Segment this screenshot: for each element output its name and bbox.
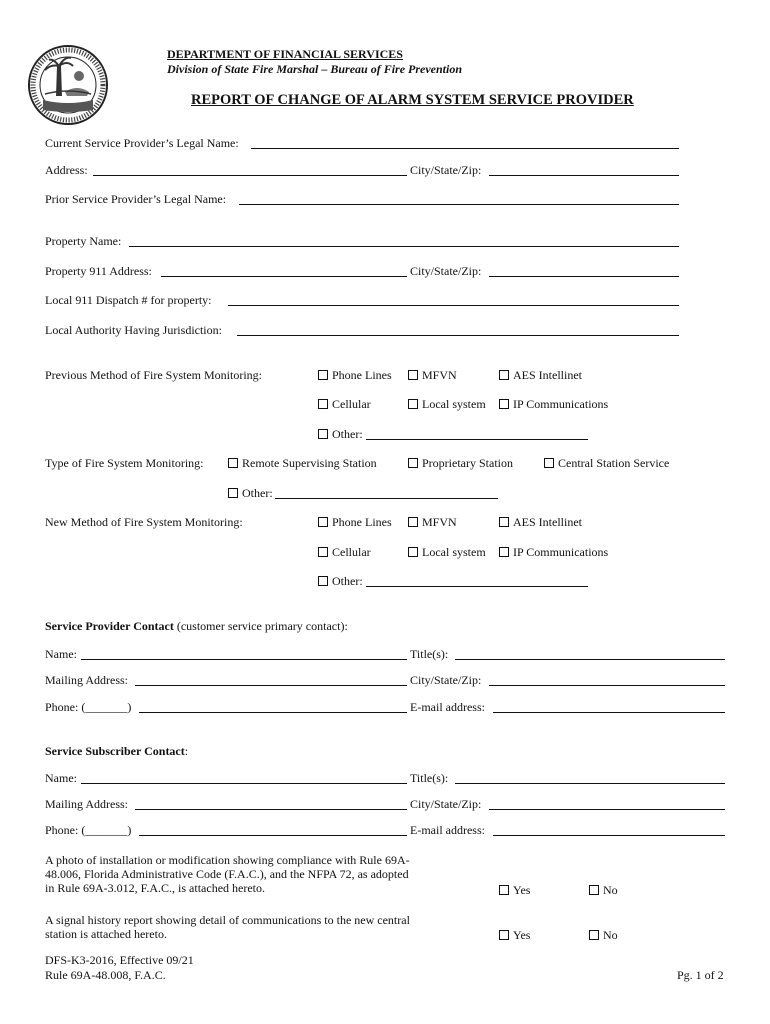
city-state-zip-label: City/State/Zip: (410, 163, 482, 177)
local-911-label: Local 911 Dispatch # for property: (45, 293, 212, 307)
property-911-input[interactable] (161, 276, 407, 277)
photo-no-checkbox[interactable]: No (589, 883, 618, 897)
checkbox-icon (589, 930, 599, 940)
provider-name-label: Name: (45, 647, 77, 661)
subscriber-phone-label: Phone: (_______) (45, 823, 132, 837)
department-name: DEPARTMENT OF FINANCIAL SERVICES (167, 47, 403, 61)
checkbox-icon (499, 930, 509, 940)
form-id: DFS-K3-2016, Effective 09/21 (45, 953, 194, 967)
checkbox-icon (408, 370, 418, 380)
prev-cellular-checkbox[interactable]: Cellular (318, 397, 371, 411)
subscriber-mailing-label: Mailing Address: (45, 797, 128, 811)
photo-yes-checkbox[interactable]: Yes (499, 883, 530, 897)
subscriber-email-input[interactable] (493, 835, 725, 836)
type-other-checkbox[interactable]: Other: (228, 486, 273, 500)
subscriber-city-input[interactable] (489, 809, 725, 810)
new-method-label: New Method of Fire System Monitoring: (45, 515, 243, 529)
checkbox-icon (228, 458, 238, 468)
checkbox-icon (408, 458, 418, 468)
provider-phone-input[interactable] (139, 712, 407, 713)
photo-statement: A photo of installation or modification showing compliance with Rule 69A-48.006, Florida Administrative Code (F.A.C.), and the NFPA 72, as adopted in Rule 69A-3.012, F.A.C., is attached hereto. (45, 853, 410, 895)
subscriber-name-label: Name: (45, 771, 77, 785)
checkbox-icon (318, 429, 328, 439)
prev-aes-checkbox[interactable]: AES Intellinet (499, 368, 582, 382)
checkbox-icon (228, 488, 238, 498)
form-title: REPORT OF CHANGE OF ALARM SYSTEM SERVICE PROVIDER (191, 92, 634, 108)
city-state-zip-input[interactable] (489, 175, 679, 176)
provider-phone-label: Phone: (_______) (45, 700, 132, 714)
checkbox-icon (499, 370, 509, 380)
checkbox-icon (499, 399, 509, 409)
provider-titles-input[interactable] (455, 659, 725, 660)
subscriber-phone-input[interactable] (139, 835, 407, 836)
type-proprietary-checkbox[interactable]: Proprietary Station (408, 456, 513, 470)
prev-ip-checkbox[interactable]: IP Communications (499, 397, 608, 411)
checkbox-icon (589, 885, 599, 895)
checkbox-icon (408, 517, 418, 527)
prev-mfvn-checkbox[interactable]: MFVN (408, 368, 457, 382)
new-mfvn-checkbox[interactable]: MFVN (408, 515, 457, 529)
new-phone-lines-checkbox[interactable]: Phone Lines (318, 515, 392, 529)
provider-contact-heading: Service Provider Contact (customer service primary contact): (45, 619, 348, 633)
provider-city-label: City/State/Zip: (410, 673, 482, 687)
subscriber-titles-input[interactable] (455, 783, 725, 784)
provider-name-input[interactable] (81, 659, 407, 660)
signal-no-checkbox[interactable]: No (589, 928, 618, 942)
address-label: Address: (45, 163, 88, 177)
provider-mailing-label: Mailing Address: (45, 673, 128, 687)
address-input[interactable] (93, 175, 407, 176)
property-name-label: Property Name: (45, 234, 122, 248)
property-city-state-zip-label: City/State/Zip: (410, 264, 482, 278)
property-city-state-zip-input[interactable] (489, 276, 679, 277)
subscriber-mailing-input[interactable] (135, 809, 407, 810)
new-ip-checkbox[interactable]: IP Communications (499, 545, 608, 559)
checkbox-icon (544, 458, 554, 468)
signal-yes-checkbox[interactable]: Yes (499, 928, 530, 942)
provider-mailing-input[interactable] (135, 685, 407, 686)
local-911-input[interactable] (228, 305, 679, 306)
checkbox-icon (318, 399, 328, 409)
signal-statement: A signal history report showing detail of communications to the new central station is attached hereto. (45, 913, 410, 941)
checkbox-icon (318, 370, 328, 380)
authority-label: Local Authority Having Jurisdiction: (45, 323, 222, 337)
prev-local-system-checkbox[interactable]: Local system (408, 397, 486, 411)
subscriber-titles-label: Title(s): (410, 771, 449, 785)
provider-email-input[interactable] (493, 712, 725, 713)
type-remote-checkbox[interactable]: Remote Supervising Station (228, 456, 377, 470)
checkbox-icon (408, 547, 418, 557)
type-monitoring-label: Type of Fire System Monitoring: (45, 456, 204, 470)
new-other-input[interactable] (366, 586, 588, 587)
subscriber-name-input[interactable] (81, 783, 407, 784)
current-provider-input[interactable] (251, 148, 679, 149)
checkbox-icon (318, 547, 328, 557)
prior-provider-input[interactable] (239, 204, 679, 205)
prior-provider-label: Prior Service Provider’s Legal Name: (45, 192, 227, 206)
checkbox-icon (318, 576, 328, 586)
provider-city-input[interactable] (489, 685, 725, 686)
new-other-checkbox[interactable]: Other: (318, 574, 363, 588)
checkbox-icon (318, 517, 328, 527)
division-name: Division of State Fire Marshal – Bureau of Fire Prevention (167, 62, 463, 76)
type-central-checkbox[interactable]: Central Station Service (544, 456, 669, 470)
state-seal-logo (27, 44, 109, 126)
checkbox-icon (408, 399, 418, 409)
new-local-system-checkbox[interactable]: Local system (408, 545, 486, 559)
subscriber-contact-heading: Service Subscriber Contact: (45, 744, 189, 758)
prev-phone-lines-checkbox[interactable]: Phone Lines (318, 368, 392, 382)
authority-input[interactable] (237, 335, 679, 336)
new-aes-checkbox[interactable]: AES Intellinet (499, 515, 582, 529)
property-911-label: Property 911 Address: (45, 264, 152, 278)
checkbox-icon (499, 885, 509, 895)
checkbox-icon (499, 547, 509, 557)
checkbox-icon (499, 517, 509, 527)
provider-titles-label: Title(s): (410, 647, 449, 661)
new-cellular-checkbox[interactable]: Cellular (318, 545, 371, 559)
prev-other-checkbox[interactable]: Other: (318, 427, 363, 441)
subscriber-email-label: E-mail address: (410, 823, 485, 837)
property-name-input[interactable] (129, 246, 679, 247)
current-provider-label: Current Service Provider’s Legal Name: (45, 136, 239, 150)
provider-email-label: E-mail address: (410, 700, 485, 714)
previous-method-label: Previous Method of Fire System Monitoring: (45, 368, 262, 382)
subscriber-city-label: City/State/Zip: (410, 797, 482, 811)
prev-other-input[interactable] (366, 439, 588, 440)
page-number: Pg. 1 of 2 (677, 968, 724, 982)
type-other-input[interactable] (275, 498, 498, 499)
rule-reference: Rule 69A-48.008, F.A.C. (45, 968, 166, 982)
